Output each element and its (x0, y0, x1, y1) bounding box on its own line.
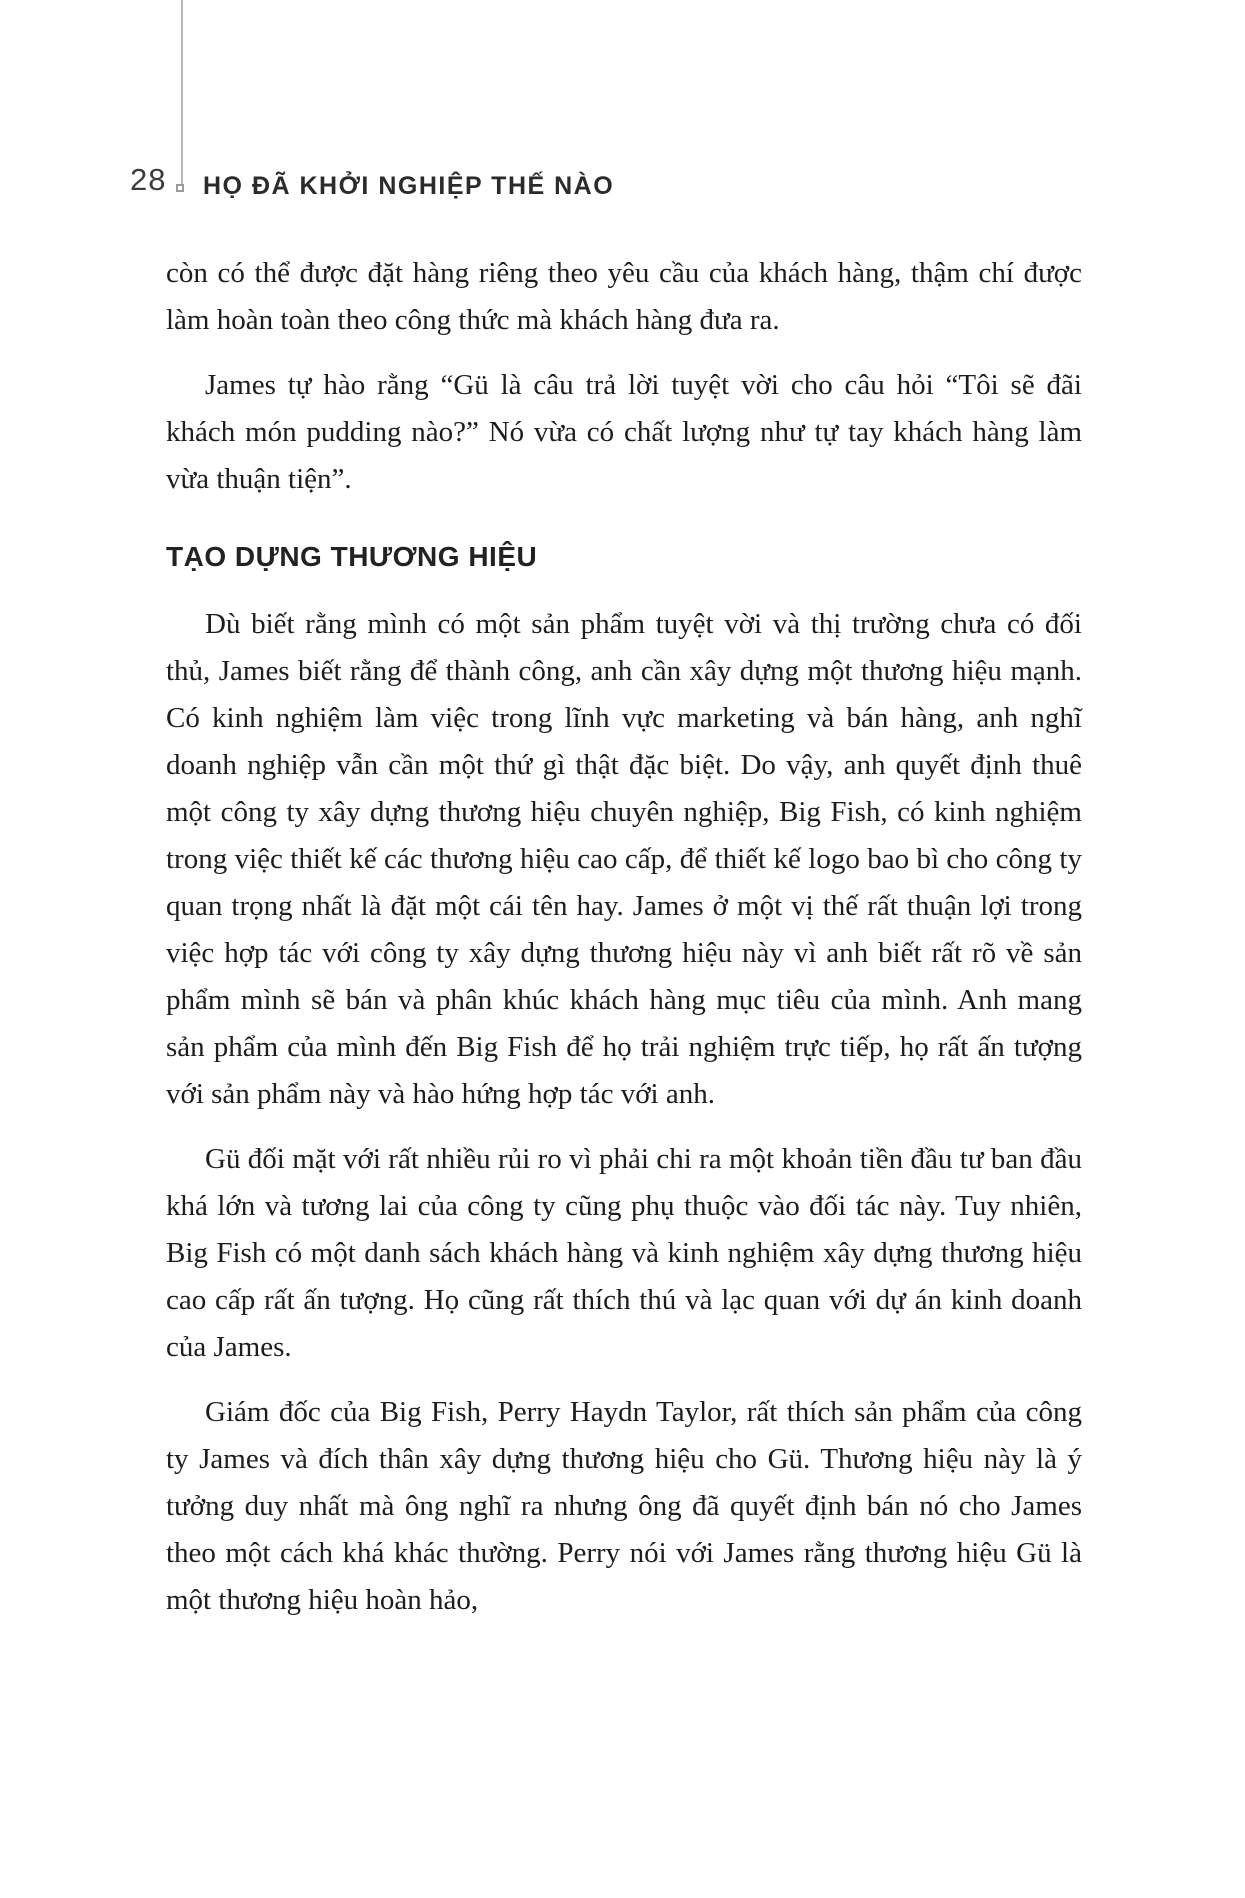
body-paragraph: James tự hào rằng “Gü là câu trả lời tuyệt vời cho câu hỏi “Tôi sẽ đãi khách món pudding nào?” Nó vừa có chất lượng như tự tay khách hàng làm vừa thuận tiện”. (166, 369, 1082, 495)
body-paragraph: còn có thể được đặt hàng riêng theo yêu cầu của khách hàng, thậm chí được làm hoàn toàn theo công thức mà khách hàng đưa ra. (166, 257, 1082, 336)
header-square-ornament-icon (176, 184, 184, 192)
body-paragraph: Giám đốc của Big Fish, Perry Haydn Taylor, rất thích sản phẩm của công ty James và đích thân xây dựng thương hiệu cho Gü. Thương hiệu này là ý tưởng duy nhất mà ông nghĩ ra nhưng ông đã quyết định bán nó cho James theo một cách khá khác thường. Perry nói với James rằng thương hiệu Gü là một thương hiệu hoàn hảo, (166, 1396, 1082, 1616)
body-paragraph: Dù biết rằng mình có một sản phẩm tuyệt vời và thị trường chưa có đối thủ, James biết rằng để thành công, anh cần xây dựng một thương hiệu mạnh. Có kinh nghiệm làm việc trong lĩnh vực marketing và bán hàng, anh nghĩ doanh nghiệp vẫn cần một thứ gì thật đặc biệt. Do vậy, anh quyết định thuê một công ty xây dựng thương hiệu chuyên nghiệp, Big Fish, có kinh nghiệm trong việc thiết kế các thương hiệu cao cấp, để thiết kế logo bao bì cho công ty quan trọng nhất là đặt một cái tên hay. James ở một vị thế rất thuận lợi trong việc hợp tác với công ty xây dựng thương hiệu này vì anh biết rất rõ về sản phẩm mình sẽ bán và phân khúc khách hàng mục tiêu của mình. Anh mang sản phẩm của mình đến Big Fish để họ trải nghiệm trực tiếp, họ rất ấn tượng với sản phẩm này và hào hứng hợp tác với anh. (166, 608, 1082, 1110)
body-paragraph: Gü đối mặt với rất nhiều rủi ro vì phải chi ra một khoản tiền đầu tư ban đầu khá lớn và tương lai của công ty cũng phụ thuộc vào đối tác này. Tuy nhiên, Big Fish có một danh sách khách hàng và kinh nghiệm xây dựng thương hiệu cao cấp rất ấn tượng. Họ cũng rất thích thú và lạc quan với dự án kinh doanh của James. (166, 1143, 1082, 1363)
header-vertical-rule (181, 0, 183, 184)
section-heading: TẠO DỰNG THƯƠNG HIỆU (166, 541, 538, 572)
page-number: 28 (130, 162, 167, 197)
page-body (166, 250, 1082, 1624)
running-header-book-title: HỌ ĐÃ KHỞI NGHIỆP THẾ NÀO (203, 172, 615, 200)
